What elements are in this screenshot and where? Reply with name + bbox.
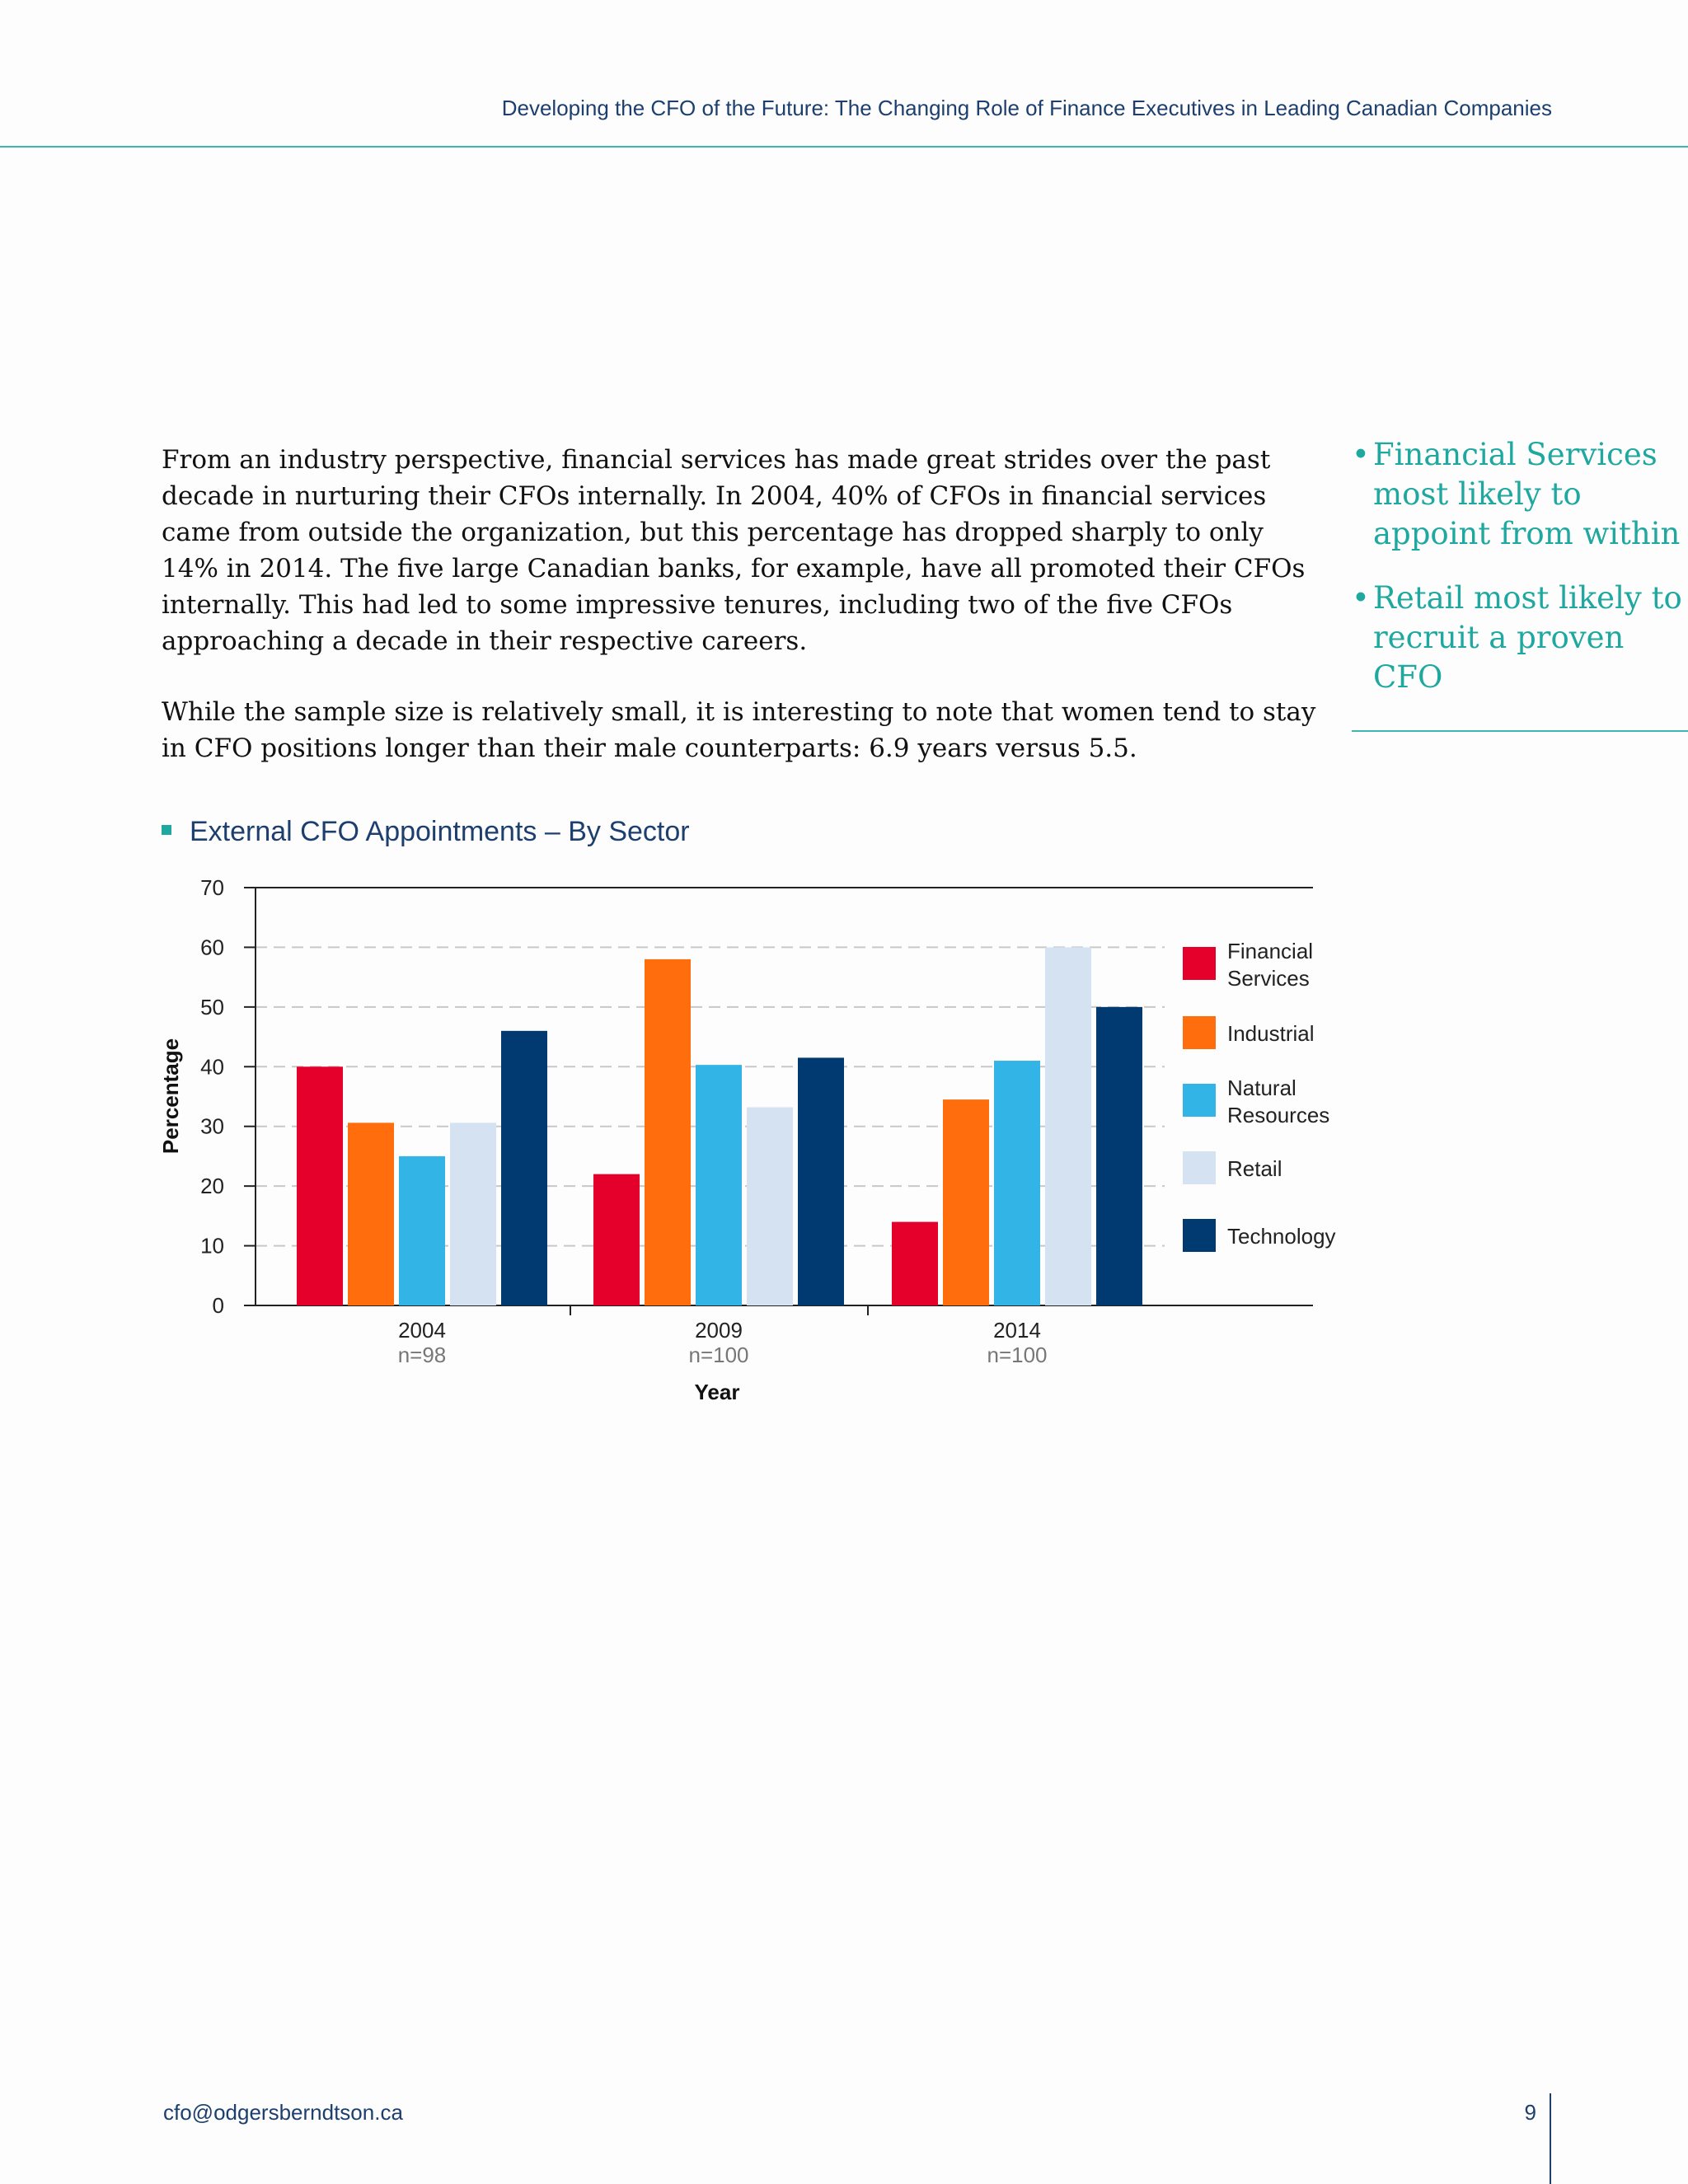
- bar-financial-services: [593, 1174, 640, 1305]
- bullet-icon: •: [1352, 580, 1370, 616]
- legend-label: Natural: [1227, 1076, 1296, 1100]
- footer-email: cfo@odgersberndtson.ca: [163, 2100, 403, 2125]
- x-tick-label: 2009: [695, 1318, 743, 1343]
- bar-natural-resources: [399, 1156, 445, 1305]
- bar-financial-services: [297, 1066, 343, 1305]
- bar-natural-resources: [994, 1061, 1040, 1305]
- bar-technology: [798, 1057, 844, 1305]
- bar-industrial: [943, 1099, 989, 1305]
- y-tick-label: 30: [200, 1113, 224, 1139]
- bullet-icon: •: [1352, 437, 1370, 472]
- legend-swatch: [1183, 1084, 1216, 1117]
- footer-rule: [1550, 2093, 1551, 2184]
- y-tick-label: 10: [200, 1233, 224, 1258]
- callout-item-text: Retail most likely to recruit a proven CFO: [1373, 580, 1682, 695]
- page-number: 9: [1524, 2100, 1536, 2125]
- y-tick-label: 20: [200, 1174, 224, 1199]
- bar-technology: [1096, 1007, 1142, 1305]
- y-tick-label: 0: [212, 1293, 224, 1318]
- legend-label: Services: [1227, 966, 1310, 991]
- x-tick-sublabel: n=100: [987, 1343, 1048, 1367]
- bar-technology: [501, 1031, 547, 1305]
- legend-label: Resources: [1227, 1103, 1330, 1127]
- legend-label: Technology: [1227, 1224, 1336, 1249]
- bar-industrial: [348, 1122, 394, 1305]
- legend-label: Retail: [1227, 1156, 1282, 1181]
- chart-title-text: External CFO Appointments – By Sector: [190, 816, 690, 847]
- legend-swatch: [1183, 947, 1216, 980]
- running-header: Developing the CFO of the Future: The Changing Role of Finance Executives in Leading Canadian Companies: [501, 96, 1552, 120]
- y-axis-title: Percentage: [158, 1038, 183, 1155]
- bar-natural-resources: [696, 1065, 742, 1305]
- y-tick-label: 50: [200, 994, 224, 1019]
- body-paragraph-1: From an industry perspective, financial services has made great strides over the past decade in nurturing their CFOs internally. In 2004, 40% of CFOs in financial services came from outside the organization, but this percentage has dropped sharply to only 14% in 2014. The five large Canadian banks, for example, have all promoted their CFOs internally. This had led to some impressive tenures, including two of the five CFOs approaching a decade in their respective careers.: [162, 445, 1306, 656]
- legend-label: Industrial: [1227, 1021, 1315, 1046]
- bar-retail: [1045, 947, 1091, 1305]
- y-tick-label: 70: [200, 875, 224, 900]
- legend-label: Financial: [1227, 939, 1314, 963]
- x-tick-sublabel: n=100: [688, 1343, 749, 1367]
- x-tick-sublabel: n=98: [397, 1343, 447, 1367]
- body-paragraph-2: While the sample size is relatively small, it is interesting to note that women tend to stay in CFO positions longer than their male counterparts: 6.9 years versus 5.5.: [162, 697, 1316, 763]
- legend-swatch: [1183, 1151, 1216, 1184]
- legend-swatch: [1183, 1219, 1216, 1252]
- legend-swatch: [1183, 1016, 1216, 1049]
- x-tick-label: 2014: [993, 1318, 1041, 1343]
- x-axis-title: Year: [694, 1380, 740, 1404]
- y-tick-label: 60: [200, 935, 224, 960]
- bar-financial-services: [892, 1222, 938, 1305]
- callout-item-text: Financial Services most likely to appoint from within: [1373, 437, 1681, 551]
- bar-industrial: [645, 959, 691, 1305]
- x-tick-label: 2004: [398, 1318, 446, 1343]
- bar-retail: [450, 1122, 496, 1305]
- y-tick-label: 40: [200, 1054, 224, 1080]
- bar-retail: [747, 1108, 793, 1305]
